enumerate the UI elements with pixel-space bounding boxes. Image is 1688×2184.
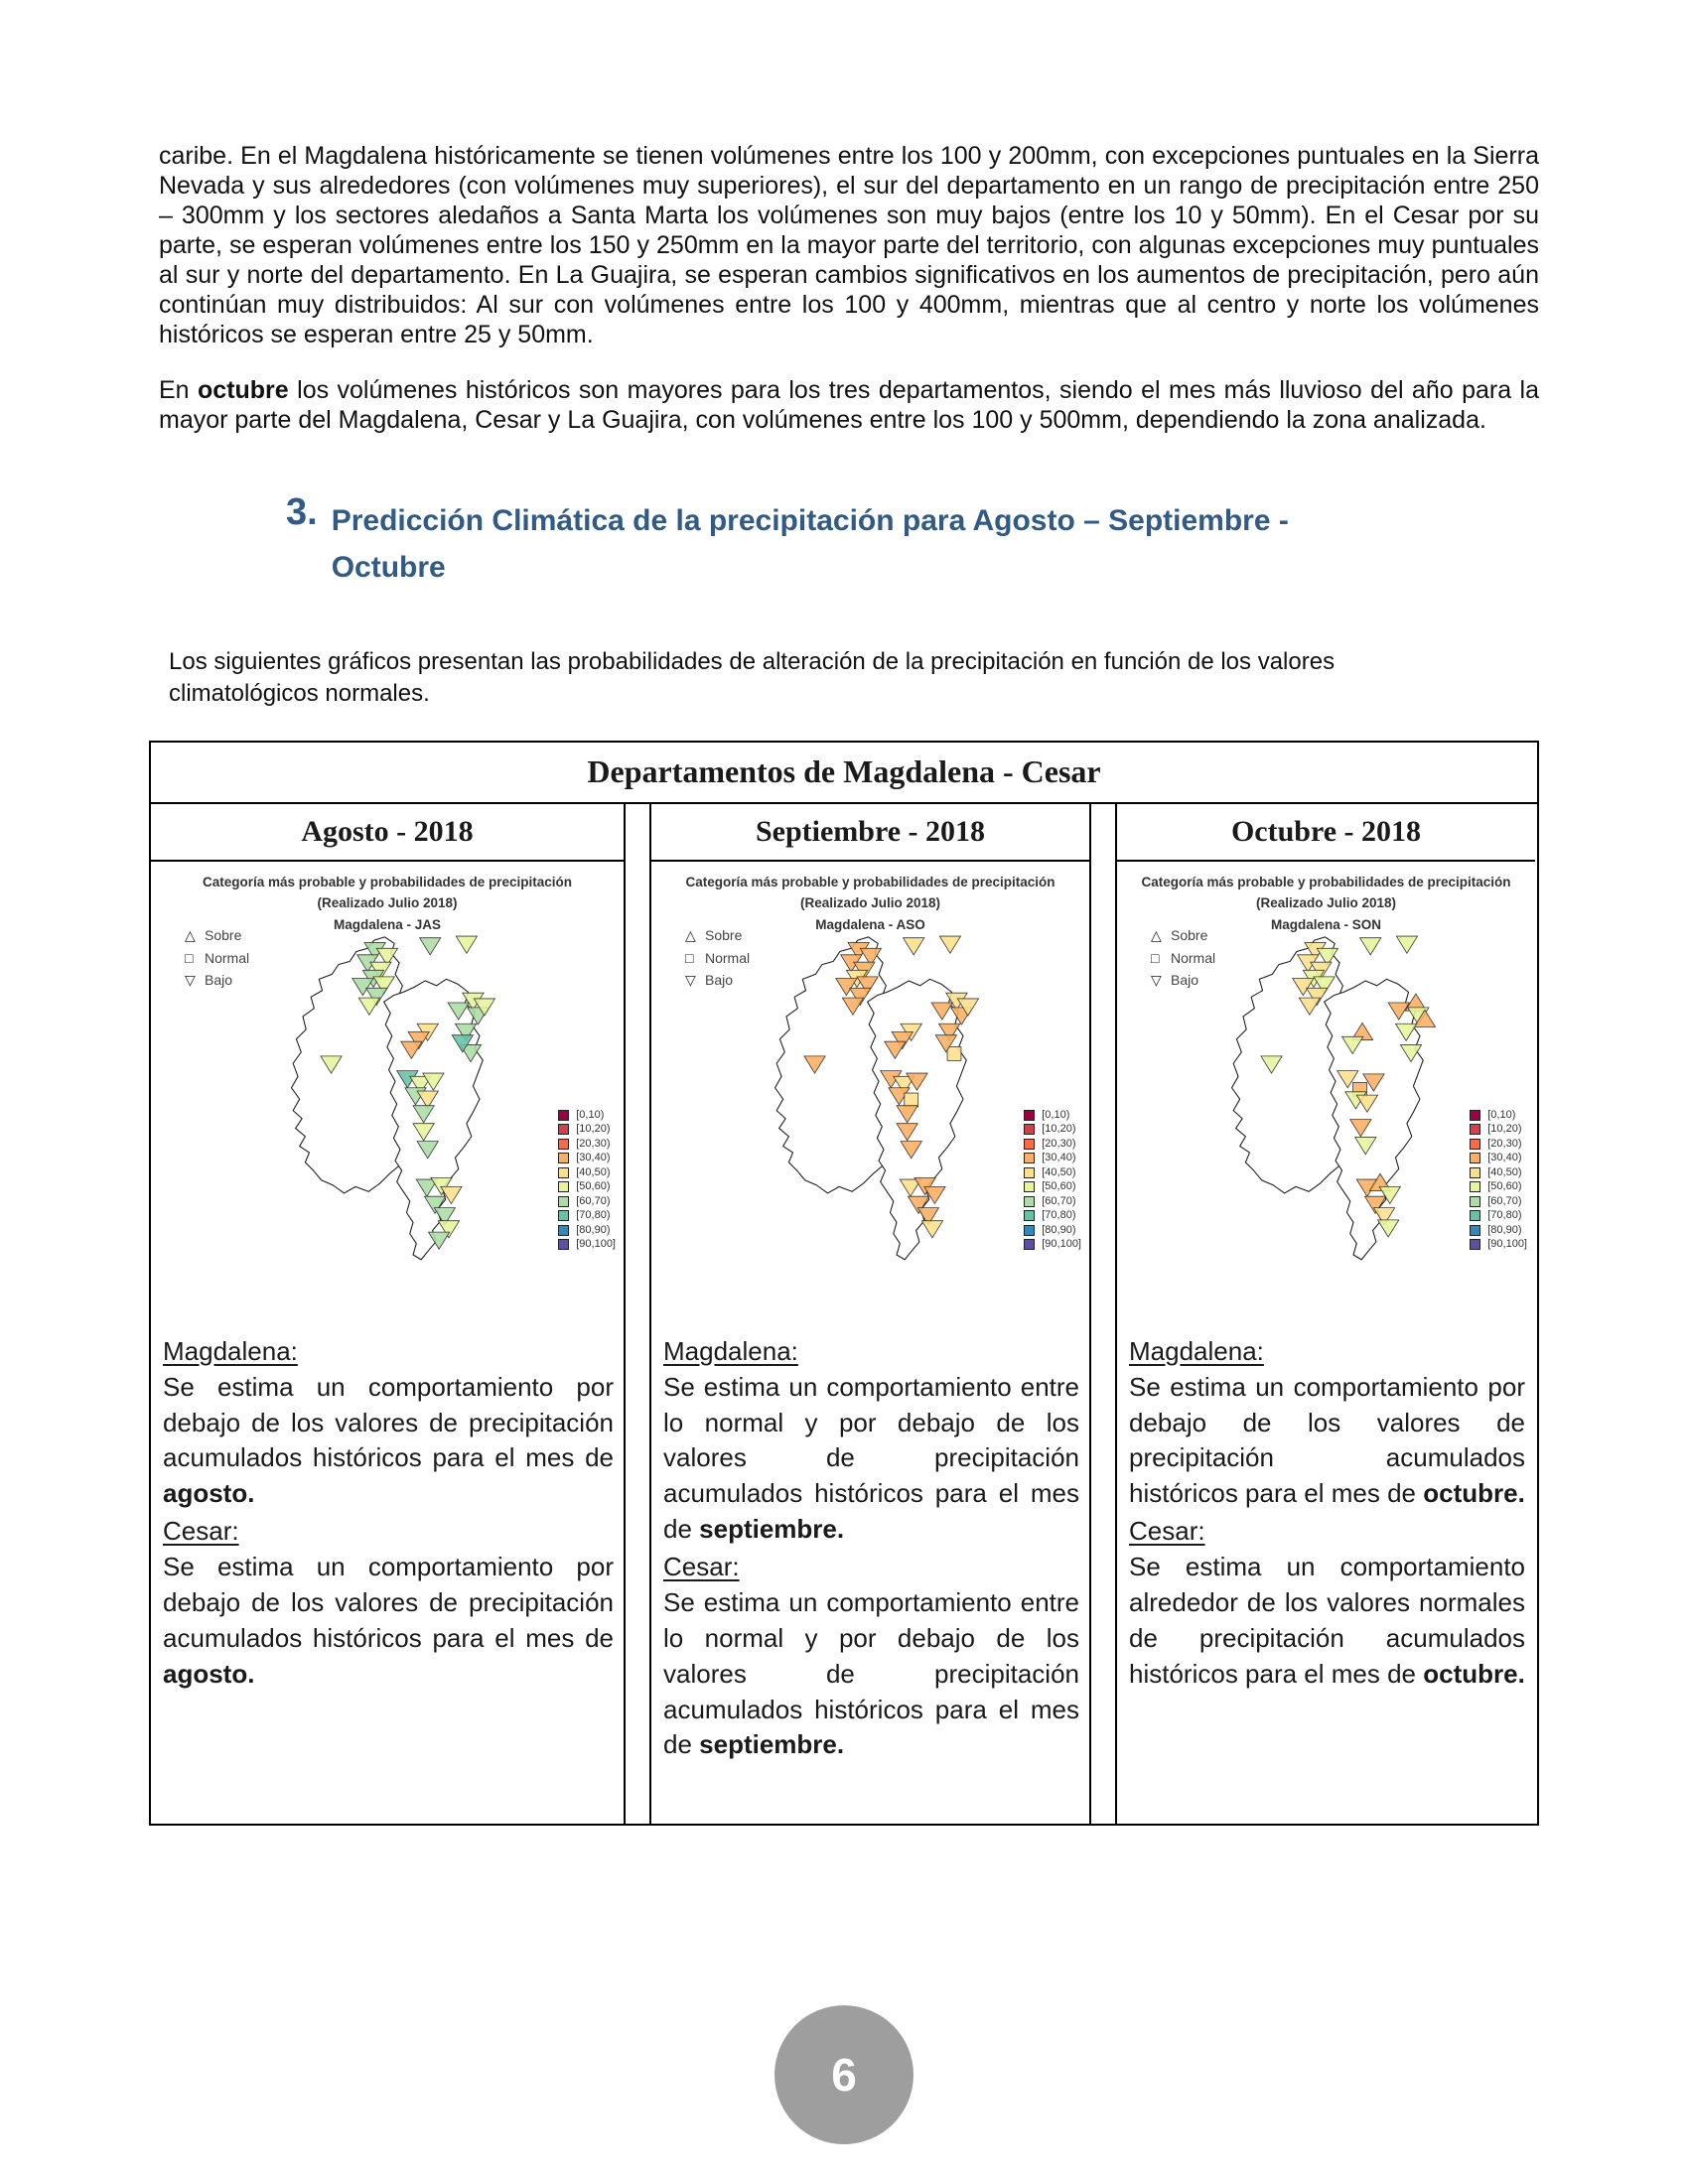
- map-cell: [1117, 862, 1535, 1310]
- color-swatch: [1024, 1124, 1035, 1135]
- color-range-label: [40,50): [1487, 1165, 1522, 1178]
- forecast-table: [149, 741, 1539, 1826]
- paragraph-text: En: [159, 376, 199, 404]
- color-swatch: [1470, 1153, 1480, 1163]
- color-range-label: [30,40): [1487, 1152, 1522, 1164]
- color-swatch: [558, 1181, 569, 1192]
- color-range-label: [70,80): [1042, 1209, 1076, 1222]
- color-range-label: [50,60): [1487, 1180, 1522, 1193]
- color-legend-item: [1024, 1225, 1081, 1236]
- bold-octubre: octubre: [198, 376, 289, 404]
- color-swatch: [1024, 1210, 1035, 1221]
- color-legend-item: [1470, 1210, 1527, 1221]
- color-swatch: [1470, 1181, 1480, 1192]
- analysis-text: Se estima un comportamiento alrededor de los valores normales de precipitación acumulados históricos para el mes de: [1129, 1552, 1525, 1689]
- map-title-line2: (Realizado Julio 2018): [317, 895, 458, 911]
- color-legend-item: [1024, 1139, 1081, 1150]
- marker-bajo-triangle: [922, 1220, 943, 1237]
- paragraph-october: [159, 375, 1539, 435]
- color-range-label: [0,10): [1487, 1108, 1516, 1121]
- color-swatch: [1024, 1239, 1035, 1250]
- triangle-up-sobre-icon: △: [185, 926, 196, 943]
- color-range-label: [40,50): [576, 1165, 611, 1178]
- color-legend-item: [558, 1153, 616, 1163]
- analysis-text: Se estima un comportamiento por debajo de los valores de precipitación acumulados históricos para el mes de: [1129, 1371, 1525, 1509]
- color-swatch: [1470, 1110, 1480, 1121]
- color-swatch: [1024, 1181, 1035, 1192]
- color-swatch: [558, 1167, 569, 1178]
- legend-label: Sobre: [1171, 927, 1208, 944]
- month-header: Agosto - 2018: [151, 804, 624, 862]
- legend-label: Bajo: [205, 972, 233, 989]
- analysis-heading-cesar: Cesar:: [163, 1516, 239, 1547]
- cesar-outline: [868, 979, 967, 1260]
- section-title-line1: Predicción Climática de la precipitación para Agosto – Septiembre -: [331, 504, 1289, 537]
- legend-item-bajo: [685, 972, 750, 989]
- category-legend: [1151, 927, 1215, 995]
- legend-label: Normal: [205, 949, 250, 966]
- color-legend-item: [1470, 1239, 1527, 1250]
- page-number-badge: [774, 2005, 914, 2144]
- color-range-label: [70,80): [1487, 1209, 1522, 1222]
- triangle-up-sobre-icon: △: [1151, 926, 1162, 943]
- color-range-label: [40,50): [1042, 1165, 1076, 1178]
- map-cell: [651, 862, 1089, 1310]
- color-range-label: [60,70): [576, 1194, 611, 1207]
- marker-bajo-triangle: [1359, 937, 1380, 954]
- analysis-heading-magdalena: Magdalena:: [1129, 1335, 1264, 1366]
- analysis-cell: [151, 1310, 624, 1824]
- color-range-label: [90,100]: [1042, 1238, 1081, 1251]
- analysis-text: Se estima un comportamiento por debajo de los valores de precipitación acumulados históricos para el mes de: [163, 1552, 614, 1653]
- analysis-cell: [651, 1310, 1089, 1824]
- legend-label: Normal: [705, 949, 751, 966]
- legend-item-sobre: [685, 927, 750, 944]
- marker-bajo-triangle: [1377, 1220, 1398, 1237]
- probability-color-legend: [1024, 1110, 1081, 1254]
- color-swatch: [1470, 1225, 1480, 1236]
- map-title-line1: Categoría más probable y probabilidades de precipitación: [685, 874, 1055, 889]
- column-septiembre: [649, 804, 1091, 1824]
- marker-bajo-triangle: [456, 936, 477, 953]
- marker-bajo-triangle: [1396, 936, 1417, 953]
- color-range-label: [10,20): [1042, 1123, 1076, 1136]
- marker-bajo-triangle: [940, 936, 961, 953]
- color-legend-item: [1470, 1167, 1527, 1178]
- color-swatch: [1470, 1124, 1480, 1135]
- legend-item-bajo: [185, 972, 249, 989]
- paragraph-text: los volúmenes históricos son mayores para los tres departamentos, siendo el mes más lluvioso del año para la mayor parte del Magdalena, Cesar y La Guajira, con volúmenes entre los 100 y 500mm, dependiendo la zona analizada.: [159, 376, 1539, 434]
- legend-label: Bajo: [705, 972, 734, 989]
- color-range-label: [50,60): [576, 1180, 611, 1193]
- color-range-label: [70,80): [576, 1209, 611, 1222]
- triangle-down-bajo-icon: ▽: [185, 971, 196, 988]
- color-swatch: [1470, 1239, 1480, 1250]
- month-header: Octubre - 2018: [1117, 804, 1535, 862]
- analysis-month-bold: septiembre.: [699, 1514, 845, 1545]
- color-swatch: [558, 1239, 569, 1250]
- analysis-month-bold: agosto.: [163, 1478, 255, 1509]
- table-title: Departamentos de Magdalena - Cesar: [151, 743, 1537, 804]
- paragraph-text: caribe. En el Magdalena históricamente se tienen volúmenes entre los 100 y 200mm, con excepciones puntuales en la Sierra Nevada y sus alrededores (con volúmenes muy superiores), el sur del departamento en un rango de precipitación entre 250 – 300mm y los sectores aledaños a Santa Marta los volúmenes son muy bajos (entre los 10 y 50mm). En el Cesar por su parte, se esperan volúmenes entre los 150 y 250mm en la mayor parte del territorio, con algunas excepciones muy puntuales al sur y norte del departamento. En La Guajira, se esperan cambios significativos en los aumentos de precipitación, pero aún continúan muy distribuidos: Al sur con volúmenes entre los 100 y 400mm, mientras que al centro y norte los volúmenes históricos se esperan entre 25 y 50mm.: [159, 142, 1539, 348]
- color-legend-item: [1024, 1110, 1081, 1121]
- map-title-line3: Magdalena - ASO: [815, 916, 925, 932]
- color-legend-item: [1024, 1124, 1081, 1135]
- triangle-down-bajo-icon: ▽: [685, 971, 696, 988]
- month-header: Septiembre - 2018: [651, 804, 1089, 862]
- color-swatch: [1470, 1196, 1480, 1207]
- color-range-label: [20,30): [1042, 1137, 1076, 1150]
- color-swatch: [1470, 1167, 1480, 1178]
- color-range-label: [80,90): [576, 1223, 611, 1236]
- color-legend-item: [1024, 1181, 1081, 1192]
- square-normal-icon: □: [1151, 949, 1160, 966]
- color-range-label: [20,30): [576, 1137, 611, 1150]
- category-legend: [185, 927, 249, 995]
- color-range-label: [60,70): [1042, 1194, 1076, 1207]
- map-title-line1: Categoría más probable y probabilidades de precipitación: [1141, 874, 1511, 889]
- analysis-month-bold: septiembre.: [699, 1729, 845, 1760]
- color-swatch: [558, 1196, 569, 1207]
- analysis-body: [1129, 1370, 1525, 1513]
- color-legend-item: [558, 1139, 616, 1150]
- section-title-line2: Octubre: [331, 550, 446, 584]
- map-title-line2: (Realizado Julio 2018): [799, 895, 941, 911]
- analysis-body: [663, 1370, 1079, 1548]
- legend-label: Normal: [1171, 949, 1216, 966]
- color-range-label: [10,20): [576, 1123, 611, 1136]
- color-range-label: [90,100]: [576, 1238, 616, 1251]
- section-heading: [286, 492, 1539, 591]
- marker-bajo-triangle: [904, 937, 924, 954]
- analysis-text: Se estima un comportamiento por debajo de los valores de precipitación acumulados históricos para el mes de: [163, 1371, 614, 1473]
- probability-color-legend: [1470, 1110, 1527, 1254]
- color-legend-item: [1470, 1225, 1527, 1236]
- legend-label: Sobre: [705, 927, 743, 944]
- color-range-label: [90,100]: [1487, 1238, 1527, 1251]
- map-cell: [151, 862, 624, 1310]
- color-legend-item: [1024, 1239, 1081, 1250]
- analysis-body: [163, 1550, 614, 1693]
- analysis-text: Se estima un comportamiento entre lo normal y por debajo de los valores de precipitación acumulados históricos para el mes de: [663, 1586, 1079, 1760]
- probability-color-legend: [558, 1110, 616, 1254]
- color-range-label: [10,20): [1487, 1123, 1522, 1136]
- paragraph-historic-volumes: [159, 141, 1539, 349]
- analysis-body: [163, 1370, 614, 1513]
- color-range-label: [80,90): [1487, 1223, 1522, 1236]
- color-range-label: [80,90): [1042, 1223, 1076, 1236]
- analysis-month-bold: octubre.: [1423, 1658, 1525, 1689]
- color-legend-item: [558, 1124, 616, 1135]
- color-range-label: [0,10): [576, 1108, 605, 1121]
- legend-item-normal: [185, 950, 249, 966]
- map-magdalena-cesar: [755, 905, 998, 1295]
- color-legend-item: [558, 1167, 616, 1178]
- color-range-label: [0,10): [1042, 1108, 1070, 1121]
- color-range-label: [30,40): [576, 1152, 611, 1164]
- color-legend-item: [558, 1225, 616, 1236]
- category-legend: [685, 927, 750, 995]
- column-agosto: [151, 804, 626, 1824]
- legend-label: Bajo: [1171, 972, 1199, 989]
- marker-normal-square: [947, 1046, 961, 1060]
- map-title-line1: Categoría más probable y probabilidades de precipitación: [202, 874, 573, 889]
- analysis-heading-magdalena: Magdalena:: [163, 1335, 298, 1366]
- color-swatch: [1470, 1210, 1480, 1221]
- color-swatch: [1024, 1153, 1035, 1163]
- marker-bajo-triangle: [419, 937, 440, 954]
- analysis-text: Se estima un comportamiento entre lo normal y por debajo de los valores de precipitación acumulados históricos para el mes de: [663, 1371, 1079, 1545]
- color-legend-item: [558, 1196, 616, 1207]
- color-swatch: [558, 1225, 569, 1236]
- section-number: 3.: [286, 491, 318, 533]
- analysis-heading-cesar: Cesar:: [663, 1552, 740, 1582]
- map-magdalena-cesar: [1211, 905, 1455, 1295]
- legend-item-normal: [685, 950, 750, 966]
- legend-item-sobre: [185, 927, 249, 944]
- table-columns: [151, 804, 1537, 1824]
- color-swatch: [1024, 1225, 1035, 1236]
- column-octubre: [1115, 804, 1535, 1824]
- analysis-body: [663, 1585, 1079, 1763]
- color-swatch: [1024, 1139, 1035, 1150]
- square-normal-icon: □: [685, 949, 694, 966]
- color-legend-item: [1024, 1167, 1081, 1178]
- triangle-up-sobre-icon: △: [685, 926, 696, 943]
- color-legend-item: [1024, 1210, 1081, 1221]
- legend-label: Sobre: [205, 927, 242, 944]
- map-title-line2: (Realizado Julio 2018): [1255, 895, 1397, 911]
- color-legend-item: [558, 1239, 616, 1250]
- analysis-cell: [1117, 1310, 1535, 1824]
- color-swatch: [1024, 1196, 1035, 1207]
- color-legend-item: [1470, 1153, 1527, 1163]
- color-range-label: [60,70): [1487, 1194, 1522, 1207]
- map-magdalena-cesar: [271, 905, 514, 1295]
- color-range-label: [30,40): [1042, 1152, 1076, 1164]
- color-legend-item: [558, 1181, 616, 1192]
- cesar-outline: [383, 979, 483, 1260]
- legend-item-normal: [1151, 950, 1215, 966]
- legend-item-sobre: [1151, 927, 1215, 944]
- color-swatch: [558, 1124, 569, 1135]
- color-swatch: [1024, 1167, 1035, 1178]
- analysis-heading-cesar: Cesar:: [1129, 1516, 1205, 1547]
- page-content: [159, 141, 1539, 1826]
- color-legend-item: [1470, 1110, 1527, 1121]
- table-intro-text: Los siguientes gráficos presentan las probabilidades de alteración de la precipitación en función de los valores climatológicos normales.: [169, 648, 1336, 708]
- legend-item-bajo: [1151, 972, 1215, 989]
- cesar-outline: [1324, 979, 1423, 1260]
- color-range-label: [50,60): [1042, 1180, 1076, 1193]
- analysis-month-bold: agosto.: [163, 1658, 255, 1689]
- color-legend-item: [1024, 1196, 1081, 1207]
- marker-normal-square: [905, 1093, 918, 1107]
- analysis-heading-magdalena: Magdalena:: [663, 1335, 798, 1366]
- color-swatch: [1024, 1110, 1035, 1121]
- color-legend-item: [1470, 1139, 1527, 1150]
- color-swatch: [558, 1210, 569, 1221]
- analysis-body: [1129, 1550, 1525, 1693]
- color-legend-item: [1024, 1153, 1081, 1163]
- color-legend-item: [1470, 1181, 1527, 1192]
- color-swatch: [1470, 1139, 1480, 1150]
- color-legend-item: [1470, 1196, 1527, 1207]
- color-legend-item: [1470, 1124, 1527, 1135]
- color-legend-item: [558, 1110, 616, 1121]
- page-number: 6: [831, 2049, 857, 2101]
- analysis-month-bold: octubre.: [1423, 1478, 1525, 1509]
- section-title: [332, 492, 1289, 591]
- triangle-down-bajo-icon: ▽: [1151, 971, 1162, 988]
- map-title-line3: Magdalena - JAS: [333, 916, 442, 932]
- square-normal-icon: □: [185, 949, 194, 966]
- color-range-label: [20,30): [1487, 1137, 1522, 1150]
- color-swatch: [558, 1153, 569, 1163]
- color-swatch: [558, 1110, 569, 1121]
- color-legend-item: [558, 1210, 616, 1221]
- color-swatch: [558, 1139, 569, 1150]
- map-title-line3: Magdalena - SON: [1270, 916, 1382, 932]
